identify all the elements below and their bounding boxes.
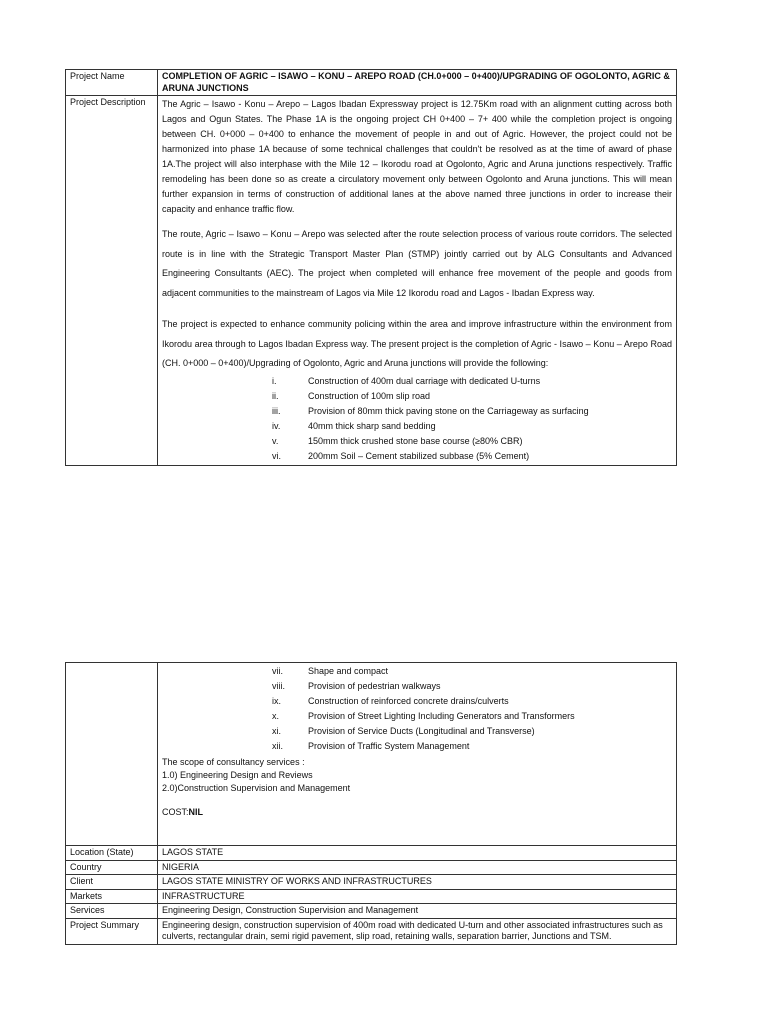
- project-description-cell: [158, 96, 677, 466]
- list-item: [162, 709, 672, 724]
- list-item: [162, 419, 672, 434]
- list-item: [162, 739, 672, 754]
- list-item: [162, 449, 672, 464]
- description-paragraph: The project is expected to enhance community policing within the area and improve infrastructure within the environment from Ikorodu area through to Lagos Ibadan Express way. The present project is the completion of Agric - Isawo – Konu – Arepo Road (CH. 0+000 – 0+400)/Upgrading of Ogolonto, Agric and Aruna junctions will provide the following:: [162, 319, 672, 369]
- row-value: LAGOS STATE: [158, 846, 677, 861]
- list-item: [162, 664, 672, 679]
- location-row: [66, 846, 677, 861]
- description-paragraph: The Agric – Isawo - Konu – Arepo – Lagos Ibadan Expressway project is 12.75Km road with an alignment cutting across both Lagos and Ogun States. The Phase 1A is the ongoing project CH 0+400 – 7+ 400 while the completion project is ongoing between CH. 0+000 – 0+400 to enhance the movement of people in and out of Agric. However, the project could not be harmonized into phase 1A because of some technical challenges that couldn't be resolved as at the time of award of phase 1A.The project will also interphase with the Mile 12 – Ikorodu road at Ogolonto, Agric and Aruna junctions respectively. Traffic remodeling has been done so as create a circulatory movement only between Ogolonto and Aruna junctions. This will mean further expansion in terms of construction of additional lanes at the above named three junctions in order to increase their capacity and enhance traffic flow.: [162, 99, 672, 215]
- list-item-number: vi.: [272, 450, 281, 461]
- row-value: Engineering Design, Construction Supervision and Management: [158, 904, 677, 919]
- row-label: Project Summary: [66, 918, 158, 944]
- row-value: LAGOS STATE MINISTRY OF WORKS AND INFRASTRUCTURES: [158, 875, 677, 890]
- list-item-text: Provision of 80mm thick paving stone on the Carriageway as surfacing: [308, 405, 589, 416]
- list-item: [162, 374, 672, 389]
- row-label: Country: [66, 860, 158, 875]
- list-item-text: Construction of 100m slip road: [308, 390, 431, 401]
- list-item-text: Provision of pedestrian walkways: [308, 681, 441, 691]
- row-label: Markets: [66, 889, 158, 904]
- list-item-number: i.: [272, 375, 277, 386]
- project-name-label: Project Name: [66, 70, 158, 96]
- cost-label: COST:: [162, 807, 189, 817]
- project-description-row: [66, 96, 677, 466]
- list-item-text: Construction of reinforced concrete drains/culverts: [308, 696, 509, 706]
- continuation-row: [66, 663, 677, 846]
- scope-item: 2.0)Construction Supervision and Management: [162, 783, 351, 793]
- list-item-number: xii.: [272, 741, 283, 751]
- project-name-value: COMPLETION OF AGRIC – ISAWO – KONU – AREPO ROAD (CH.0+000 – 0+400)/UPGRADING OF OGOLONTO, AGRIC & ARUNA JUNCTIONS: [158, 70, 677, 96]
- list-item-text: 40mm thick sharp sand bedding: [308, 420, 436, 431]
- consultancy-scope: [162, 756, 672, 795]
- description-paragraph: The route, Agric – Isawo – Konu – Arepo was selected after the route selection process of various route corridors. The selected route is in line with the Strategic Transport Master Plan (STMP) jointly carried out by ALG Consultants and Advanced Engineering Consultants (AEC). The project when completed will enhance free movement of the people and goods from adjacent communities to the mainstream of Lagos via Mile 12 Ikorodu road and Lagos - Ibadan Express way.: [162, 229, 672, 298]
- row-label: Location (State): [66, 846, 158, 861]
- list-item-number: xi.: [272, 726, 281, 736]
- deliverables-list: [162, 374, 672, 464]
- row-label: Client: [66, 875, 158, 890]
- project-name-row: [66, 70, 677, 96]
- markets-row: [66, 889, 677, 904]
- country-row: [66, 860, 677, 875]
- row-value: NIGERIA: [158, 860, 677, 875]
- cost-line: [162, 806, 672, 844]
- list-item-text: Provision of Traffic System Management: [308, 741, 470, 751]
- list-item-text: Provision of Street Lighting Including Generators and Transformers: [308, 711, 575, 721]
- list-item-text: Construction of 400m dual carriage with dedicated U-turns: [308, 375, 541, 386]
- project-summary-row: [66, 918, 677, 944]
- row-label: Services: [66, 904, 158, 919]
- list-item: [162, 679, 672, 694]
- services-row: [66, 904, 677, 919]
- list-item-number: x.: [272, 711, 280, 721]
- continuation-label-cell: [66, 663, 158, 846]
- list-item-number: vii.: [272, 666, 283, 676]
- list-item: [162, 434, 672, 449]
- project-table-top: [65, 69, 677, 466]
- cost-value: NIL: [188, 807, 204, 817]
- list-item-number: iii.: [272, 405, 281, 416]
- project-description-label: Project Description: [66, 96, 158, 466]
- list-item-number: iv.: [272, 420, 281, 431]
- list-item: [162, 694, 672, 709]
- list-item-number: ii.: [272, 390, 279, 401]
- row-value: Engineering design, construction supervision of 400m road with dedicated U-turn and other associated infrastructures such as culverts, rectangular drain, semi rigid pavement, slip road, retaining walls, separation barrier, Junctions and TSM.: [158, 918, 677, 944]
- row-value: INFRASTRUCTURE: [158, 889, 677, 904]
- list-item-text: Provision of Service Ducts (Longitudinal and Transverse): [308, 726, 535, 736]
- list-item-number: v.: [272, 435, 279, 446]
- client-row: [66, 875, 677, 890]
- list-item-text: 200mm Soil – Cement stabilized subbase (5% Cement): [308, 450, 530, 461]
- list-item-text: Shape and compact: [308, 666, 389, 676]
- continuation-cell: [158, 663, 677, 846]
- list-item: [162, 404, 672, 419]
- scope-item: 1.0) Engineering Design and Reviews: [162, 770, 313, 780]
- project-table-bottom: [65, 662, 677, 945]
- list-item: [162, 724, 672, 739]
- scope-title: The scope of consultancy services :: [162, 757, 305, 767]
- list-item-number: ix.: [272, 696, 281, 706]
- deliverables-list-continued: [162, 664, 672, 754]
- list-item: [162, 389, 672, 404]
- list-item-text: 150mm thick crushed stone base course (≥80% CBR): [308, 435, 523, 446]
- list-item-number: viii.: [272, 681, 285, 691]
